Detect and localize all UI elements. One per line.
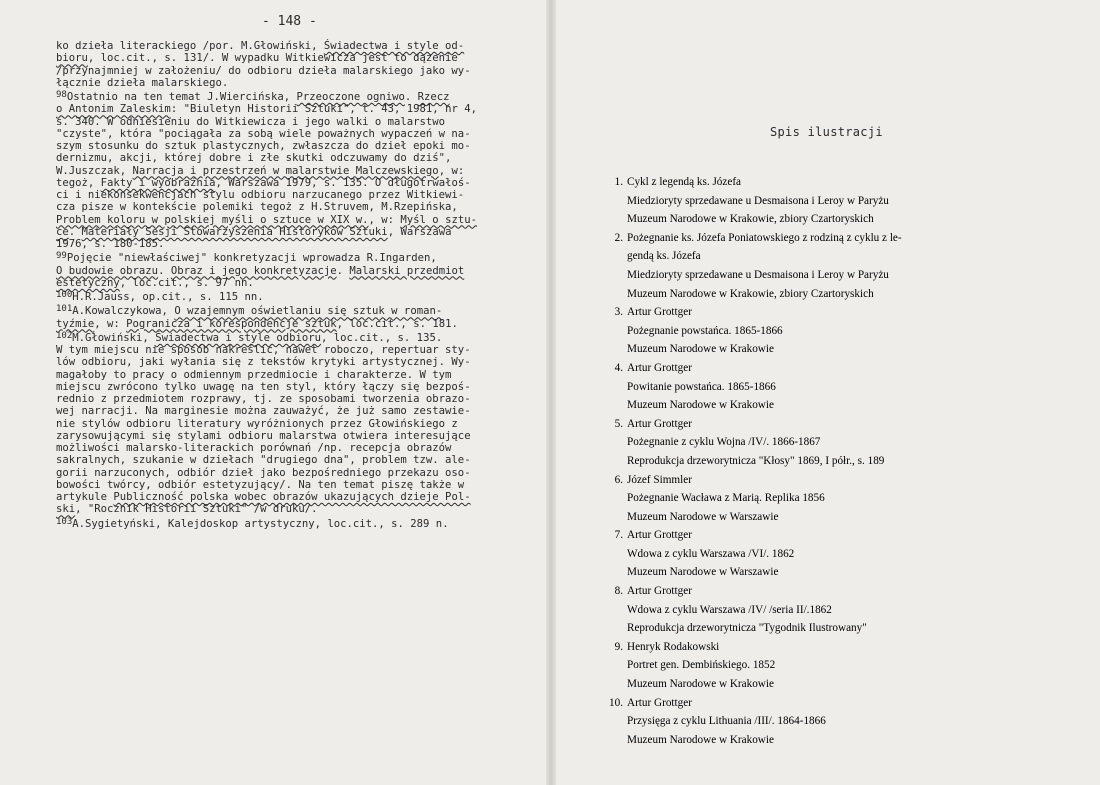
list-item (595, 582, 1065, 601)
list-item-line (595, 322, 1065, 341)
item-text: Wdowa z cyklu Warszawa /IV/ /seria II/.1862 (627, 603, 832, 616)
text-line (56, 344, 518, 356)
text-line (56, 442, 518, 454)
item-number: 9. (614, 640, 623, 653)
list-item (595, 303, 1065, 322)
underlined-title: ce (56, 225, 69, 238)
item-text: Muzeum Narodowe w Krakowie (627, 733, 774, 746)
text-line (56, 238, 518, 250)
underlined-title: Malarski przedmiot (349, 264, 465, 277)
text-segment: szym stosunku do sztuk plastycznych, zwłaszcza do dzieł epoki mo- (56, 140, 471, 152)
text-segment: dernizmu, akcji, której dobre i złe skutki odczuwamy do dziś", (56, 152, 452, 165)
text-segment: , loc.cit., s. 181. (336, 317, 458, 330)
item-text: Portret gen. Dembińskiego. 1852 (627, 659, 776, 672)
item-text: Artur Grottger (627, 529, 692, 542)
item-text: Przysięga z cyklu Lithuania /III/. 1864-1866 (627, 715, 826, 728)
text-line (56, 318, 518, 330)
text-segment: miejscu zwrócono tylko uwagę na ten styl, który łączy się bezpoś- (56, 380, 471, 393)
footnote-number: 103 (56, 516, 73, 527)
text-segment: . (68, 225, 82, 238)
text-line (56, 369, 518, 381)
text-segment: s. 340. W odniesieniu do Witkiewicza i jego walki o malarstwo (56, 115, 446, 128)
underlined-title: bioru (56, 52, 88, 65)
item-text: Pożegnanie ks. Józefa Poniatowskiego z rodziną z cyklu z le- (627, 231, 902, 244)
text-segment: , loc.cit., s. 97 nn. (119, 276, 254, 289)
text-line (56, 116, 518, 128)
text-segment: sakralnych, szukanie w dziełach "drugiego dna", problem tzw. ale- (56, 454, 471, 467)
text-segment: , loc.cit., s. 135. (321, 331, 443, 344)
item-text: Artur Grottger (627, 696, 692, 709)
list-item (595, 229, 1065, 248)
underlined-title: Rzecz (417, 91, 450, 103)
underlined-title: Pogranicza i korespondencje sztuk (126, 317, 337, 330)
underlined-title: Publiczność polska wobec obrazów ukazujących dzieje Pol- (113, 491, 471, 503)
item-number: 5. (614, 417, 623, 430)
text-segment: rednio z przedmiotem rozprawy, tj. ze sposobami tworzenia obrazo- (56, 393, 471, 405)
text-line (56, 405, 518, 417)
list-item-line (595, 619, 1065, 638)
item-text: gendą ks. Józefa (627, 250, 701, 263)
item-text: Wdowa z cyklu Warszawa /VI/. 1862 (627, 547, 795, 560)
item-text: Muzeum Narodowe w Krakowie, zbiory Czartoryskich (627, 213, 874, 226)
text-segment: gorii narzuconych, odbiór dzieł jako bezpośredniego przekazu oso- (56, 466, 471, 479)
text-segment: , w: (368, 213, 401, 226)
text-segment: możliwości malarsko-literackich porównań /np. recepcja obrazów (56, 442, 452, 454)
text-segment: , w: (94, 317, 127, 330)
text-line (56, 177, 518, 189)
text-segment: Ostatnio na ten temat J.Wiercińska, (66, 91, 297, 103)
list-item-line (595, 452, 1065, 471)
item-text: Miedzioryty sprzedawane u Desmaisona i Leroy w Paryżu (627, 194, 889, 207)
text-segment: tegoż, (56, 176, 101, 189)
text-segment: wej narracji. Na marginesie można zauważyć, że już samo zestawie- (56, 405, 471, 418)
text-segment: . (158, 264, 171, 277)
list-item-line (595, 656, 1065, 675)
text-line (56, 91, 518, 103)
list-item (595, 526, 1065, 545)
text-segment: A.Sygietyński, Kalejdoskop artystyczny, loc.cit., s. 289 n. (72, 517, 449, 530)
underlined-title: O budowie obrazu (56, 264, 159, 277)
footnote-number: 101 (56, 304, 73, 315)
item-text: Muzeum Narodowe w Krakowie (627, 343, 774, 356)
item-text: Powitanie powstańca. 1865-1866 (627, 380, 776, 393)
item-text: Artur Grottger (627, 306, 692, 319)
underlined-title: Świadectwa i style od- (323, 40, 465, 52)
illustration-list (595, 173, 1065, 749)
item-number: 6. (614, 473, 623, 486)
text-line (56, 165, 518, 177)
text-line (56, 214, 518, 226)
text-segment: A.Kowalczykowa, (72, 305, 175, 318)
text-line (56, 381, 518, 393)
item-number: 8. (614, 585, 623, 598)
text-segment: ci i niekonsekwencjach stylu odbioru narzucanego przez Witkiewi- (56, 189, 465, 201)
underlined-title: ski (56, 503, 76, 516)
list-item-line (595, 601, 1065, 620)
list-item-line (595, 489, 1065, 508)
item-number: 3. (614, 306, 623, 319)
text-segment: "czyste", która "pociągała za sobą wiele poważnych wypaczeń w na- (56, 127, 471, 140)
text-segment: /przynajmniej w założeniu/ do odbioru dzieła malarskiego jako wy- (56, 64, 471, 77)
text-segment: lów odbioru, jaki wyłania się z tekstów krytyki artystycznej. Wy- (56, 356, 471, 369)
list-item-line (595, 192, 1065, 211)
list-item (595, 415, 1065, 434)
list-item-line (595, 563, 1065, 582)
text-line (56, 77, 518, 89)
text-line (56, 40, 518, 52)
text-line (56, 291, 518, 303)
list-item (595, 173, 1065, 192)
text-line (56, 479, 518, 491)
list-item-line (595, 285, 1065, 304)
text-segment: 1976, s. 180-185. (56, 238, 165, 250)
item-text: Henryk Rodakowski (627, 640, 720, 653)
item-text: Reprodukcja drzeworytnicza "Kłosy" 1869, I półr., s. 189 (627, 454, 885, 467)
item-text: Muzeum Narodowe w Krakowie (627, 399, 774, 412)
text-line (56, 454, 518, 466)
item-text: Cykl z legendą ks. Józefa (627, 176, 742, 188)
text-line (56, 503, 518, 515)
text-line (56, 65, 518, 77)
text-segment: zarysowującymi się stylami odbioru malarstwa otwiera interesujące (56, 429, 471, 442)
text-segment: nie stylów odbioru literatury wyróżnionych przez Głowińskiego z (56, 417, 458, 430)
list-item-line (595, 675, 1065, 694)
item-text: Artur Grottger (627, 417, 692, 430)
list-heading: Spis ilustracji (770, 125, 883, 139)
text-segment: , loc.cit., s. 131/. W wypadku Witkiewicza jest to dążenie (87, 52, 458, 65)
list-item-line (595, 266, 1065, 285)
text-line (56, 152, 518, 164)
item-text: Miedzioryty sprzedawane u Desmaisona i Leroy w Paryżu (627, 268, 889, 281)
item-number: 1. (614, 176, 623, 188)
underlined-title: Myśl o sztu- (400, 213, 477, 226)
footnote-number: 102 (56, 330, 73, 341)
underlined-title: estetyczny (56, 276, 120, 289)
text-line (56, 491, 518, 503)
list-item (595, 638, 1065, 657)
text-line (56, 103, 518, 115)
footnote-number: 98 (56, 90, 67, 100)
text-line (56, 189, 518, 201)
text-segment: , w: (438, 164, 465, 177)
text-segment: , Warszawa 1979, s. 135. O długotrwałoś- (215, 176, 471, 189)
text-line (56, 430, 518, 442)
item-text: Pożegnanie powstańca. 1865-1866 (627, 324, 783, 337)
text-segment: , "Rocznik Historii Sztuki" /w druku/. (75, 503, 318, 516)
item-text: Artur Grottger (627, 585, 692, 598)
item-text: Muzeum Narodowe w Krakowie (627, 678, 774, 691)
text-line (56, 393, 518, 405)
text-line (56, 201, 518, 213)
text-line (56, 418, 518, 430)
text-segment: bowości twórcy, odbiór estetyzujący/. Na ten temat piszę także w (56, 478, 465, 491)
list-item-line (595, 545, 1065, 564)
text-line (56, 332, 518, 344)
list-item-line (595, 340, 1065, 359)
underlined-title: o Antonim Zaleskim (56, 103, 171, 116)
text-segment: cza pisze w kontekście polemiki tegoż z H.Struvem, M.Rzepińska, (56, 201, 458, 214)
text-line (56, 265, 518, 277)
left-page (0, 0, 546, 785)
item-number: 7. (614, 529, 623, 542)
text-line (56, 128, 518, 140)
list-item-line (595, 712, 1065, 731)
text-segment: ko dzieła literackiego /por. M.Głowiński, (56, 40, 324, 52)
text-line (56, 52, 518, 64)
footnote-number: 99 (56, 251, 67, 262)
text-line (56, 467, 518, 479)
underlined-title: O wzajemnym oświetlaniu się sztuk w roman- (174, 305, 443, 318)
item-text: Muzeum Narodowe w Warszawie (627, 510, 779, 523)
item-number: 4. (614, 361, 623, 374)
text-line (56, 226, 518, 238)
item-text: Muzeum Narodowe w Warszawie (627, 566, 779, 579)
item-number: 10. (609, 696, 623, 709)
text-line (56, 305, 518, 317)
list-item (595, 359, 1065, 378)
text-segment: Pojęcie "niewłaściwej" konkretyzacji wprowadza R.Ingarden, (66, 252, 437, 265)
text-segment: H.R.Jauss, op.cit., s. 115 nn. (72, 291, 264, 303)
text-segment: W tym miejscu nie sposób nakreślić, nawet roboczo, repertuar sty- (56, 344, 471, 356)
underlined-title: Problem koloru w polskiej myśli o sztuce w XIX w. (56, 213, 369, 226)
underlined-title: Świadectwa i style odbioru (155, 331, 322, 344)
item-text: Reprodukcja drzeworytnicza "Tygodnik Ilustrowany" (627, 622, 867, 635)
underlined-title: Narracja i przestrzeń w malarstwie Malczewskiego (132, 164, 439, 177)
footnotes-text (56, 40, 518, 530)
text-segment: M.Głowiński, (72, 331, 156, 344)
list-item (595, 471, 1065, 490)
list-item-line (595, 433, 1065, 452)
item-number: 2. (614, 231, 623, 244)
list-item-line (595, 378, 1065, 397)
text-line (56, 252, 518, 264)
underlined-title: tyźmie (56, 317, 95, 330)
text-segment: : "Biuletyn Historii Sztuki", t. 43, 1981, nr 4, (170, 103, 477, 116)
text-line (56, 518, 518, 530)
book-gutter (546, 0, 556, 785)
text-line (56, 356, 518, 368)
item-text: Muzeum Narodowe w Krakowie, zbiory Czartoryskich (627, 287, 874, 300)
text-line (56, 277, 518, 289)
text-segment: , Warszawa (387, 225, 452, 238)
text-segment: W.Juszczak, (56, 164, 133, 177)
list-item-line (595, 731, 1065, 750)
text-segment: artykule (56, 491, 114, 503)
list-item-line (595, 396, 1065, 415)
list-item-line (595, 247, 1065, 266)
underlined-title: Materiały Sesji Stowarzyszenia Historyków Sztuki (81, 225, 388, 238)
footnote-number: 100 (56, 290, 73, 300)
underlined-title: Obraz i jego konkretyzacje (170, 264, 337, 277)
underlined-title: Przeoczone ogniwo (296, 91, 405, 103)
list-item-line (595, 508, 1065, 527)
text-line (56, 140, 518, 152)
text-segment: łącznie dzieła malarskiego. (56, 76, 229, 89)
text-segment: magałoby to pracy o odmiennym przedmiocie i charakterze. W tym (56, 368, 452, 381)
text-segment: . (404, 91, 418, 103)
item-text: Pożegnanie z cyklu Wojna /IV/. 1866-1867 (627, 436, 821, 449)
item-text: Pożegnanie Wacława z Marią. Replika 1856 (627, 492, 825, 505)
list-item-line (595, 210, 1065, 229)
page-number: - 148 - (262, 14, 317, 29)
list-item (595, 694, 1065, 713)
item-text: Artur Grottger (627, 361, 692, 374)
item-text: Józef Simmler (627, 473, 692, 486)
text-segment: . (336, 264, 350, 277)
underlined-title: Fakty i wyobraźnia (100, 176, 216, 189)
